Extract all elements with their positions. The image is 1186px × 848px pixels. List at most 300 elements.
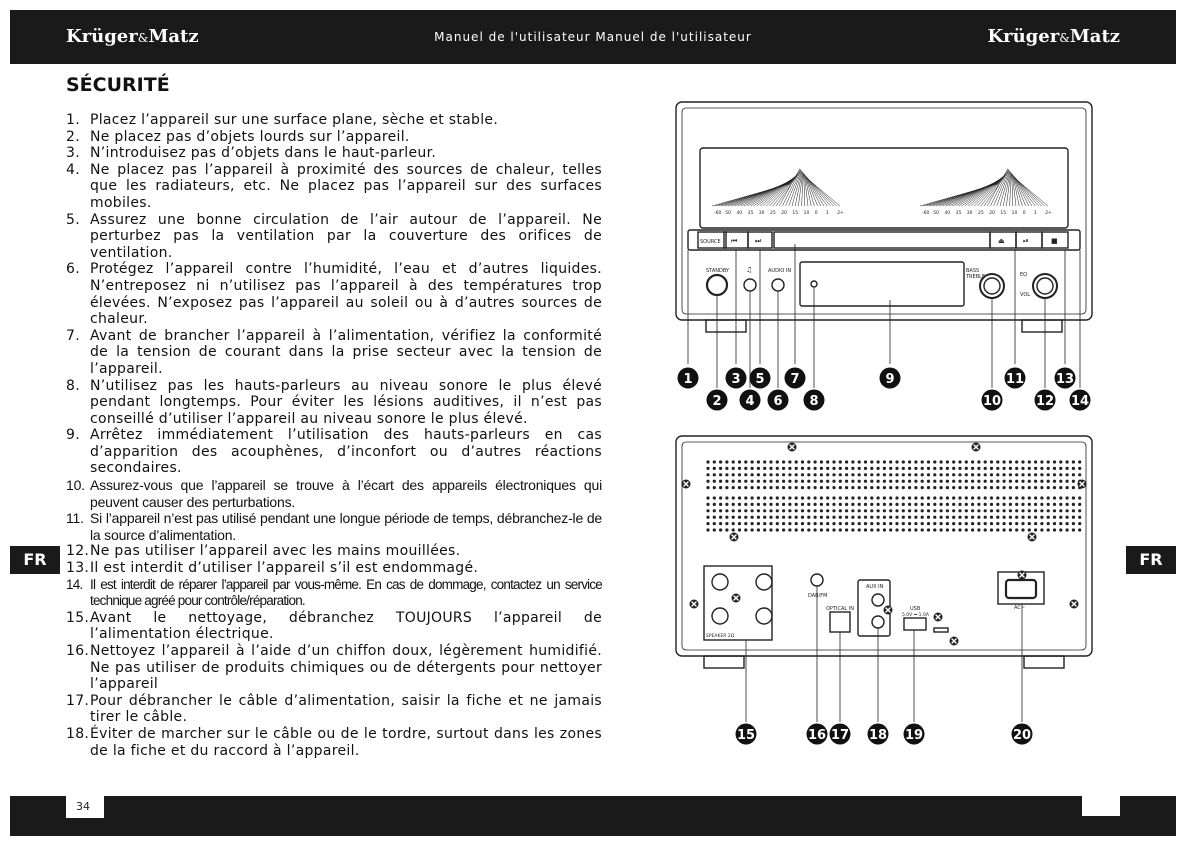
vent-hole [738, 503, 741, 506]
vent-hole [883, 473, 886, 476]
vent-hole [826, 473, 829, 476]
vent-hole [946, 480, 949, 483]
vent-hole [958, 480, 961, 483]
vent-hole [883, 496, 886, 499]
vent-hole [1059, 522, 1062, 525]
vent-hole [1021, 467, 1024, 470]
vent-hole [864, 522, 867, 525]
vent-hole [820, 480, 823, 483]
vent-hole [889, 522, 892, 525]
vent-hole [732, 496, 735, 499]
vent-hole [769, 496, 772, 499]
vent-hole [1047, 473, 1050, 476]
vent-hole [889, 473, 892, 476]
rule-number: 13. [66, 560, 90, 577]
vent-hole [870, 509, 873, 512]
vent-hole [744, 522, 747, 525]
vent-hole [725, 509, 728, 512]
vent-hole [826, 509, 829, 512]
vent-hole [738, 486, 741, 489]
vent-hole [763, 522, 766, 525]
callout-marker [736, 724, 757, 745]
vent-hole [914, 486, 917, 489]
vent-hole [744, 480, 747, 483]
vent-hole [1078, 516, 1081, 519]
vent-hole [832, 496, 835, 499]
vent-hole [807, 522, 810, 525]
fm-antenna-socket [811, 574, 823, 586]
vent-hole [1021, 509, 1024, 512]
vent-hole [719, 522, 722, 525]
vent-hole [921, 528, 924, 531]
vent-hole [1066, 503, 1069, 506]
vent-hole [1066, 496, 1069, 499]
vent-hole [914, 528, 917, 531]
rule-text: Avant le nettoyage, débranchez TOUJOURS l’appareil de l’alimentation électrique. [90, 609, 602, 643]
vent-hole [738, 460, 741, 463]
page-number: 34 [66, 796, 104, 818]
vent-hole [895, 509, 898, 512]
vu-scale-label: 0 [1022, 211, 1026, 216]
vent-hole [958, 503, 961, 506]
rule-text: Ne placez pas l’appareil à proximité des sources de chaleur, telles que les radiateurs, etc. Ne placez pas l’appareil sur des surfaces mobiles. [90, 161, 602, 211]
vent-hole [1034, 467, 1037, 470]
vent-hole [776, 467, 779, 470]
vent-hole [1047, 528, 1050, 531]
vent-hole [927, 522, 930, 525]
vent-hole [757, 486, 760, 489]
vent-hole [769, 480, 772, 483]
vu-scale-label: -60 [714, 211, 722, 216]
vent-hole [832, 522, 835, 525]
vent-hole [801, 509, 804, 512]
speaker-terminal-right-bottom [756, 608, 772, 624]
vent-hole [713, 460, 716, 463]
vent-hole [864, 528, 867, 531]
rule-text: Assurez une bonne circulation de l’air autour de l’appareil. Ne perturbez pas la ventilation par la couverture des orifices de ventilation. [90, 211, 602, 261]
vent-hole [725, 496, 728, 499]
vent-hole [732, 516, 735, 519]
rule-text: N’introduisez pas d’objets dans le haut-parleur. [90, 145, 437, 162]
vent-hole [1015, 528, 1018, 531]
vent-hole [763, 503, 766, 506]
vent-hole [990, 503, 993, 506]
vent-hole [795, 467, 798, 470]
vent-hole [719, 516, 722, 519]
vent-hole [839, 460, 842, 463]
vent-hole [971, 516, 974, 519]
next-label: ⏭ [755, 237, 762, 245]
screw-icon [1078, 480, 1087, 489]
vent-hole [1053, 516, 1056, 519]
vent-hole [839, 516, 842, 519]
callout-marker [1035, 390, 1056, 411]
vent-hole [921, 509, 924, 512]
vent-hole [751, 467, 754, 470]
front-foot-right [1022, 320, 1062, 332]
vent-hole [1078, 467, 1081, 470]
vent-hole [914, 509, 917, 512]
vent-hole [769, 460, 772, 463]
vent-hole [1040, 509, 1043, 512]
callout-marker [868, 724, 889, 745]
vent-hole [820, 528, 823, 531]
rule-text: Si l’appareil n’est pas utilisé pendant une longue période de temps, débranchez-le de la source d’alimentation. [90, 510, 602, 543]
vent-hole [1040, 522, 1043, 525]
vent-hole [921, 486, 924, 489]
vent-hole [1078, 509, 1081, 512]
vent-hole [940, 460, 943, 463]
vu-scale-label: 50 [725, 211, 731, 216]
vent-hole [870, 496, 873, 499]
vent-hole [807, 503, 810, 506]
vent-hole [826, 467, 829, 470]
rule-text: Protégez l’appareil contre l’humidité, l’eau et d’autres liquides. N’entreposez ni n’utilisez pas l’appareil à des températures trop élevées. N’exposez pas l’appareil au soleil ou à d’autres sources de chaleur. [90, 261, 602, 328]
vent-hole [839, 473, 842, 476]
vent-hole [1040, 503, 1043, 506]
vent-hole [877, 480, 880, 483]
rule-number: 9. [66, 427, 80, 444]
vent-hole [952, 480, 955, 483]
vent-hole [958, 522, 961, 525]
vent-hole [921, 480, 924, 483]
vent-hole [725, 486, 728, 489]
vent-hole [1072, 509, 1075, 512]
vent-hole [1028, 503, 1031, 506]
vent-hole [996, 480, 999, 483]
vent-hole [902, 496, 905, 499]
back-foot-left [704, 656, 744, 668]
vent-hole [889, 503, 892, 506]
vent-hole [958, 467, 961, 470]
vent-hole [858, 473, 861, 476]
vent-hole [801, 467, 804, 470]
vent-hole [914, 522, 917, 525]
vent-hole [1072, 496, 1075, 499]
vent-hole [895, 496, 898, 499]
vent-hole [1066, 467, 1069, 470]
callout-marker [678, 368, 699, 389]
vent-hole [933, 480, 936, 483]
vent-hole [864, 509, 867, 512]
rule-text: Ne pas utiliser l’appareil avec les mains mouillées. [90, 543, 461, 560]
vent-hole [958, 473, 961, 476]
vent-hole [858, 496, 861, 499]
vent-hole [1015, 480, 1018, 483]
vent-hole [719, 480, 722, 483]
vent-hole [706, 522, 709, 525]
vent-hole [1047, 480, 1050, 483]
vent-hole [940, 473, 943, 476]
callout-number: 2 [712, 394, 722, 409]
vent-hole [769, 516, 772, 519]
vent-hole [801, 516, 804, 519]
speaker-terminal-left-bottom [712, 608, 728, 624]
optical-label: OPTICAL IN [826, 606, 854, 612]
rule-text: N’utilisez pas les hauts-parleurs au niveau sonore le plus élevé pendant longtemps. Pour éviter les lésions auditives, il n’est pas conseillé d’utiliser l’appareil au niveau sonore le plus élevé. [90, 377, 602, 427]
vent-hole [1021, 460, 1024, 463]
vent-hole [952, 496, 955, 499]
vent-hole [921, 516, 924, 519]
vent-hole [958, 486, 961, 489]
vent-hole [933, 509, 936, 512]
vent-hole [902, 473, 905, 476]
callout-number: 14 [1070, 394, 1090, 409]
vent-hole [946, 496, 949, 499]
vent-hole [744, 467, 747, 470]
vent-hole [757, 528, 760, 531]
vent-hole [877, 528, 880, 531]
vent-hole [870, 460, 873, 463]
vent-hole [1053, 486, 1056, 489]
vent-hole [984, 522, 987, 525]
vent-hole [845, 467, 848, 470]
vent-hole [788, 528, 791, 531]
vent-hole [744, 503, 747, 506]
vent-hole [1028, 480, 1031, 483]
vent-hole [795, 486, 798, 489]
vent-hole [895, 516, 898, 519]
vent-hole [1072, 503, 1075, 506]
vent-hole [965, 467, 968, 470]
callout-marker [740, 390, 761, 411]
vent-hole [788, 473, 791, 476]
vent-hole [1078, 528, 1081, 531]
vent-hole [883, 486, 886, 489]
vent-hole [946, 516, 949, 519]
vent-hole [713, 467, 716, 470]
vent-hole [946, 473, 949, 476]
vent-hole [738, 516, 741, 519]
vent-hole [889, 516, 892, 519]
vent-hole [908, 467, 911, 470]
vent-hole [1059, 473, 1062, 476]
screw-icon [1018, 571, 1027, 580]
callout-marker [904, 724, 925, 745]
vent-hole [1072, 460, 1075, 463]
vent-hole [996, 509, 999, 512]
screw-icon [1028, 533, 1037, 542]
header-title: Manuel de l'utilisateur Manuel de l'utilisateur [434, 30, 752, 44]
play-pause-button [1016, 232, 1042, 248]
vent-hole [713, 503, 716, 506]
vu-scale-label: 35 [955, 211, 962, 216]
vent-hole [889, 528, 892, 531]
vent-hole [713, 516, 716, 519]
vent-hole [1034, 528, 1037, 531]
vent-hole [788, 467, 791, 470]
vent-hole [902, 486, 905, 489]
vent-hole [807, 528, 810, 531]
vol-label: VOL [1020, 292, 1031, 298]
vent-hole [719, 473, 722, 476]
vent-hole [1015, 516, 1018, 519]
vent-hole [914, 503, 917, 506]
callout-marker [1055, 368, 1076, 389]
callout-number: 5 [755, 372, 765, 387]
vent-hole [933, 486, 936, 489]
vent-hole [826, 528, 829, 531]
vent-hole [713, 509, 716, 512]
vent-hole [839, 467, 842, 470]
vent-hole [1009, 467, 1012, 470]
vent-hole [990, 509, 993, 512]
vent-hole [732, 460, 735, 463]
vent-hole [788, 486, 791, 489]
vent-hole [839, 509, 842, 512]
vent-hole [858, 503, 861, 506]
vent-hole [788, 516, 791, 519]
vent-hole [914, 460, 917, 463]
vent-hole [782, 528, 785, 531]
vent-hole [965, 509, 968, 512]
transport-strip [688, 230, 1080, 250]
vent-hole [877, 516, 880, 519]
vent-hole [965, 516, 968, 519]
vent-hole [782, 467, 785, 470]
vent-hole [751, 516, 754, 519]
vent-hole [858, 467, 861, 470]
vent-hole [851, 473, 854, 476]
vent-hole [977, 528, 980, 531]
vent-hole [895, 528, 898, 531]
vent-hole [940, 480, 943, 483]
vu-scale-label: 2+ [837, 211, 844, 216]
vu-scale-label: 20 [781, 211, 787, 216]
vent-hole [769, 522, 772, 525]
vent-hole [1009, 496, 1012, 499]
vent-hole [902, 503, 905, 506]
vent-hole [1040, 528, 1043, 531]
vent-hole [814, 528, 817, 531]
vu-scale-labels [714, 210, 1052, 216]
vent-hole [927, 460, 930, 463]
vent-hole [832, 467, 835, 470]
vent-hole [908, 460, 911, 463]
vent-hole [788, 522, 791, 525]
vent-hole [807, 467, 810, 470]
vent-hole [795, 509, 798, 512]
vent-hole [1009, 486, 1012, 489]
vent-hole [965, 486, 968, 489]
vu-scale-label: 20 [989, 211, 995, 216]
vent-hole [971, 467, 974, 470]
callout-number: 1 [683, 372, 693, 387]
vent-hole [1015, 473, 1018, 476]
callout-marker [1005, 368, 1026, 389]
vent-hole [902, 522, 905, 525]
vent-hole [933, 516, 936, 519]
vent-hole [952, 467, 955, 470]
vent-hole [706, 473, 709, 476]
vent-hole [706, 486, 709, 489]
vent-hole [958, 509, 961, 512]
vent-hole [1040, 460, 1043, 463]
callout-number: 17 [830, 728, 850, 743]
vent-hole [1028, 528, 1031, 531]
back-foot-right [1024, 656, 1064, 668]
vent-hole [996, 516, 999, 519]
callout-number: 6 [773, 394, 783, 409]
vent-hole [706, 503, 709, 506]
vent-hole [788, 460, 791, 463]
vent-hole [940, 496, 943, 499]
vent-hole [814, 467, 817, 470]
vent-hole [1066, 528, 1069, 531]
vent-hole [933, 522, 936, 525]
callout-number: 16 [807, 728, 827, 743]
vent-hole [965, 503, 968, 506]
vent-hole [1040, 516, 1043, 519]
screw-icon [884, 606, 893, 615]
vent-hole [820, 486, 823, 489]
vent-hole [858, 480, 861, 483]
vent-hole [996, 528, 999, 531]
vent-hole [782, 516, 785, 519]
vent-hole [914, 516, 917, 519]
vent-hole [1034, 522, 1037, 525]
vent-hole [864, 496, 867, 499]
vent-hole [1028, 473, 1031, 476]
vent-hole [1021, 522, 1024, 525]
vent-hole [996, 460, 999, 463]
vent-hole [870, 486, 873, 489]
vent-hole [769, 528, 772, 531]
vent-hole [1047, 467, 1050, 470]
vent-hole [744, 509, 747, 512]
usb-port [904, 618, 926, 630]
vent-hole [832, 473, 835, 476]
vent-hole [902, 480, 905, 483]
vent-hole [1003, 480, 1006, 483]
vent-hole [883, 460, 886, 463]
vent-hole [706, 516, 709, 519]
vent-hole [984, 509, 987, 512]
vent-hole [851, 467, 854, 470]
vent-hole [1015, 509, 1018, 512]
speaker-terminal-left-top [712, 574, 728, 590]
vent-hole [1009, 473, 1012, 476]
vent-hole [744, 516, 747, 519]
vent-hole [807, 480, 810, 483]
vent-hole [996, 522, 999, 525]
vent-hole [889, 480, 892, 483]
vent-hole [832, 509, 835, 512]
vent-hole [744, 473, 747, 476]
vent-hole [851, 503, 854, 506]
vent-hole [1021, 503, 1024, 506]
vent-hole [1009, 503, 1012, 506]
vent-hole [1059, 496, 1062, 499]
vent-hole [719, 509, 722, 512]
vent-hole [958, 460, 961, 463]
vent-hole [921, 467, 924, 470]
vent-hole [1028, 467, 1031, 470]
vent-hole [776, 473, 779, 476]
callout-number: 19 [904, 728, 924, 743]
vent-hole [788, 480, 791, 483]
vent-hole [977, 467, 980, 470]
vent-hole [984, 480, 987, 483]
vent-hole [952, 460, 955, 463]
vent-hole [795, 522, 798, 525]
vent-hole [952, 473, 955, 476]
vent-hole [820, 473, 823, 476]
vent-hole [1066, 473, 1069, 476]
vent-hole [719, 503, 722, 506]
rule-text: Ne placez pas d’objets lourds sur l’appareil. [90, 128, 410, 145]
vent-hole [971, 503, 974, 506]
